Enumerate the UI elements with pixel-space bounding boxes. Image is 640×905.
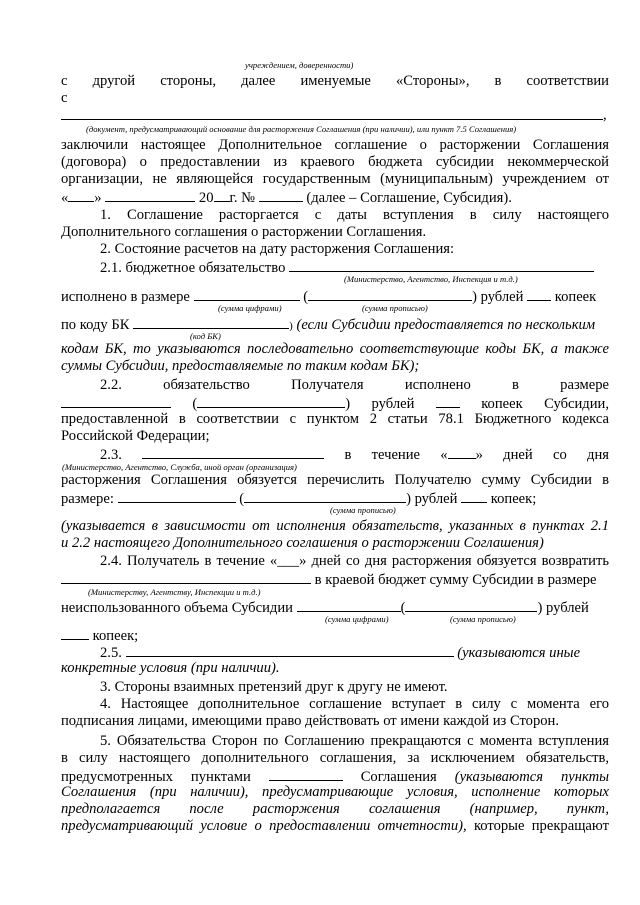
- text-s: с: [61, 90, 68, 106]
- p5-line-1: 5. Обязательства Сторон по Соглашению прекращаются с момента вступления: [100, 733, 609, 749]
- p21-line-5: суммы Субсидии, предоставляемые по таким кодам БК);: [61, 358, 420, 374]
- p5-line-6: предусматривающий условие о предоставлении отчетности), которые прекращают: [61, 818, 609, 834]
- blank-kopecks-2: [436, 394, 460, 408]
- caption-sum-words-2: (сумма прописью): [330, 505, 396, 515]
- blank-month: [105, 188, 195, 202]
- p25-line-1: 2.5. (указываются иные: [100, 645, 581, 661]
- blank-sum-digits-1: [194, 287, 300, 301]
- blank-other-conditions: [126, 643, 454, 657]
- intro-line-4: « » 20 г. № (далее – Соглашение, Субсидия).: [61, 190, 512, 206]
- blank-ministry-2: [142, 445, 324, 459]
- blank-year: [214, 188, 230, 202]
- intro-line-3: организации, не являющейся государственным (муниципальным) учреждением от: [61, 171, 609, 187]
- p25-line-2: конкретные условия (при наличии).: [61, 660, 280, 676]
- blank-sum-words-3: [244, 489, 406, 503]
- caption-organization: учреждением, доверенности): [245, 60, 354, 70]
- caption-document-basis: (документ, предусматривающий основание для расторжения Соглашения (при наличии), или пункт 7.5 Соглашения): [86, 124, 517, 134]
- caption-ministry-2: (Министерство, Агентство, Служба, иной орган (организация): [62, 462, 297, 472]
- caption-ministry-1: (Министерство, Агентство, Инспекция и т.д.): [344, 274, 518, 284]
- blank-sum-words-4: [405, 598, 537, 612]
- blank-ministry-3: [61, 570, 311, 584]
- blank-days-1: [448, 445, 476, 459]
- blank-sum-digits-3: [118, 489, 236, 503]
- p24-line-4: копеек;: [61, 626, 609, 645]
- p2-heading: 2. Состояние расчетов на дату расторжения Соглашения:: [100, 241, 455, 257]
- blank-budget-obligation: [289, 258, 594, 272]
- p1-line-1: 1. Соглашение расторгается с даты вступления в силу настоящего: [100, 207, 609, 223]
- caption-kbk: (код БК): [190, 331, 221, 341]
- p22-line-1: 2.2. обязательство Получателя исполнено в размере: [100, 377, 609, 393]
- blank-kbk: [133, 315, 289, 329]
- blank-kopecks-4: [61, 626, 89, 640]
- p22-line-4: Российской Федерации;: [61, 428, 210, 444]
- p22-line-3: предоставленной в соответствии с пунктом 2 статьи 78.1 Бюджетного кодекса: [61, 411, 609, 427]
- caption-sum-words-1: (сумма прописью): [362, 303, 428, 313]
- blank-kopecks-3: [461, 489, 487, 503]
- p5-line-5: предполагается после расторжения соглашения (например, пункт,: [61, 801, 609, 817]
- p5-line-3: предусмотренных пунктами Соглашения (указываются пункты: [61, 769, 610, 785]
- p21-line-2: исполнено в размере ( ) рублей копеек: [61, 289, 597, 305]
- caption-ministry-3: (Министерству, Агентству, Инспекции и т.д.): [88, 587, 261, 597]
- p3-line: 3. Стороны взаимных претензий друг к другу не имеют.: [100, 679, 448, 695]
- blank-sum-digits-4: [297, 598, 401, 612]
- line-s: [61, 90, 609, 107]
- p23-line-4: (указывается в зависимости от исполнения обязательств, указанных в пунктах 2.1: [61, 518, 609, 534]
- p1-line-2: Дополнительного соглашения о расторжении Соглашения.: [61, 224, 427, 240]
- p5-line-4: Соглашения (при наличии), предусматривающие условия, исполнение которых: [61, 784, 609, 800]
- blank-sum-digits-2: [61, 394, 171, 408]
- caption-sum-digits-1: (сумма цифрами): [218, 303, 282, 313]
- caption-sum-digits-2: (сумма цифрами): [325, 614, 389, 624]
- line-other-party: с другой стороны, далее именуемые «Стороны», в соответствии: [61, 73, 609, 89]
- p4-line-1: 4. Настоящее дополнительное соглашение вступает в силу с момента его: [100, 696, 609, 712]
- p5-line-2: в силу настоящего дополнительного соглашения, за исключением обязательств,: [61, 750, 609, 766]
- p23-line-3: размере: ( ) рублей копеек;: [61, 491, 537, 507]
- p4-line-2: подписания лицами, имеющими право действовать от имени каждой из Сторон.: [61, 713, 560, 729]
- p24-line-2: в краевой бюджет сумму Субсидии в размере: [61, 570, 609, 589]
- p23-line-5: и 2.2 настоящего Дополнительного соглашения о расторжении Соглашения): [61, 535, 544, 551]
- intro-line-2: (договора) о предоставлении из краевого бюджета субсидии некоммерческой: [61, 154, 609, 170]
- p23-line-1: 2.3. в течение « » дней со дня: [100, 447, 609, 463]
- p22-line-2: ( ) рублей копеек Субсидии,: [61, 394, 609, 413]
- p23-line-2: расторжения Соглашения обязуется перечислить Получателю сумму Субсидии в: [61, 472, 609, 488]
- comma: ,: [603, 107, 607, 123]
- blank-number: [259, 188, 303, 202]
- p21-line-3: по коду БК ) (если Субсидии предоставляется по нескольким: [61, 317, 596, 333]
- p21-line-1: 2.1. бюджетное обязательство: [100, 258, 609, 277]
- p24-line-3: неиспользованного объема Субсидии ( ) рублей: [61, 600, 589, 616]
- blank-document-basis: [61, 119, 603, 120]
- p24-line-1: 2.4. Получатель в течение «___» дней со дня расторжения обязуется возвратить: [100, 553, 609, 569]
- blank-kopecks-1: [527, 287, 551, 301]
- p21-line-4: кодам БК, то указываются последовательно соответствующие коды БК, а также: [61, 341, 609, 357]
- blank-sum-words-2: [197, 394, 345, 408]
- caption-sum-words-3: (сумма прописью): [450, 614, 516, 624]
- blank-day: [68, 188, 94, 202]
- blank-sum-words-1: [308, 287, 472, 301]
- blank-points: [269, 767, 343, 781]
- intro-line-1: заключили настоящее Дополнительное соглашение о расторжении Соглашения: [61, 137, 609, 153]
